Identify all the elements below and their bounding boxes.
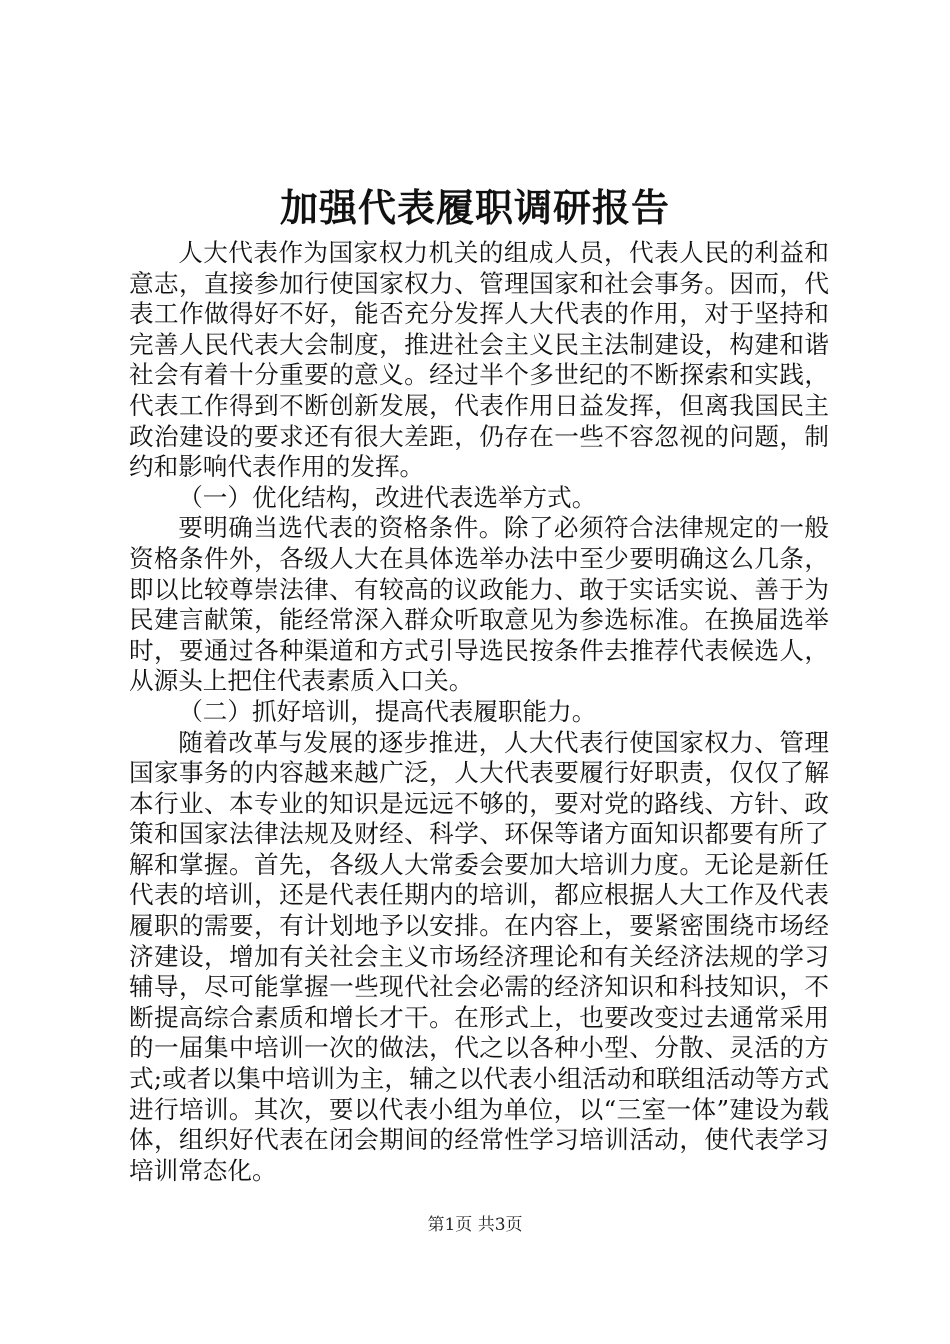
page-footer: 第1页 共3页 [427,1215,523,1235]
document-body [129,238,829,1186]
paragraph-section-1: 要明确当选代表的资格条件。除了必须符合法律规定的一般资格条件外，各级人大在具体选举办法中至少要明确这么几条，即以比较尊崇法律、有较高的议政能力、敢于实话实说、善于为民建言献策，能经常深入群众听取意见为参选标准。在换届选举时，要通过各种渠道和方式引导选民按条件去推荐代表候选人，从源头上把住代表素质入口关。 [129,513,829,696]
paragraph-intro: 人大代表作为国家权力机关的组成人员，代表人民的利益和意志，直接参加行使国家权力、管理国家和社会事务。因而，代表工作做得好不好，能否充分发挥人大代表的作用，对于坚持和完善人民代表大会制度，推进社会主义民主法制建设，构建和谐社会有着十分重要的意义。经过半个多世纪的不断探索和实践，代表工作得到不断创新发展，代表作用日益发挥，但离我国民主政治建设的要求还有很大差距，仍存在一些不容忽视的问题，制约和影响代表作用的发挥。 [129,238,829,482]
section-heading-1: （一）优化结构，改进代表选举方式。 [178,482,597,512]
paragraph-section-2: 随着改革与发展的逐步推进，人大代表行使国家权力、管理国家事务的内容越来越广泛，人大代表要履行好职责，仅仅了解本行业、本专业的知识是远远不够的，要对党的路线、方针、政策和国家法律法规及财经、科学、环保等诸方面知识都要有所了解和掌握。首先，各级人大常委会要加大培训力度。无论是新任代表的培训，还是代表任期内的培训，都应根据人大工作及代表履职的需要，有计划地予以安排。在内容上，要紧密围绕市场经济建设，增加有关社会主义市场经济理论和有关经济法规的学习辅导，尽可能掌握一些现代社会必需的经济知识和科技知识，不断提高综合素质和增长才干。在形式上，也要改变过去通常采用的一届集中培训一次的做法，代之以各种小型、分散、灵活的方式;或者以集中培训为主，辅之以代表小组活动和联组活动等方式进行培训。其次，要以代表小组为单位，以“三室一体”建设为载体，组织好代表在闭会期间的经常性学习培训活动，使代表学习培训常态化。 [129,727,829,1185]
section-heading-2: （二）抓好培训，提高代表履职能力。 [178,696,597,726]
document-title: 加强代表履职调研报告 [279,185,670,230]
